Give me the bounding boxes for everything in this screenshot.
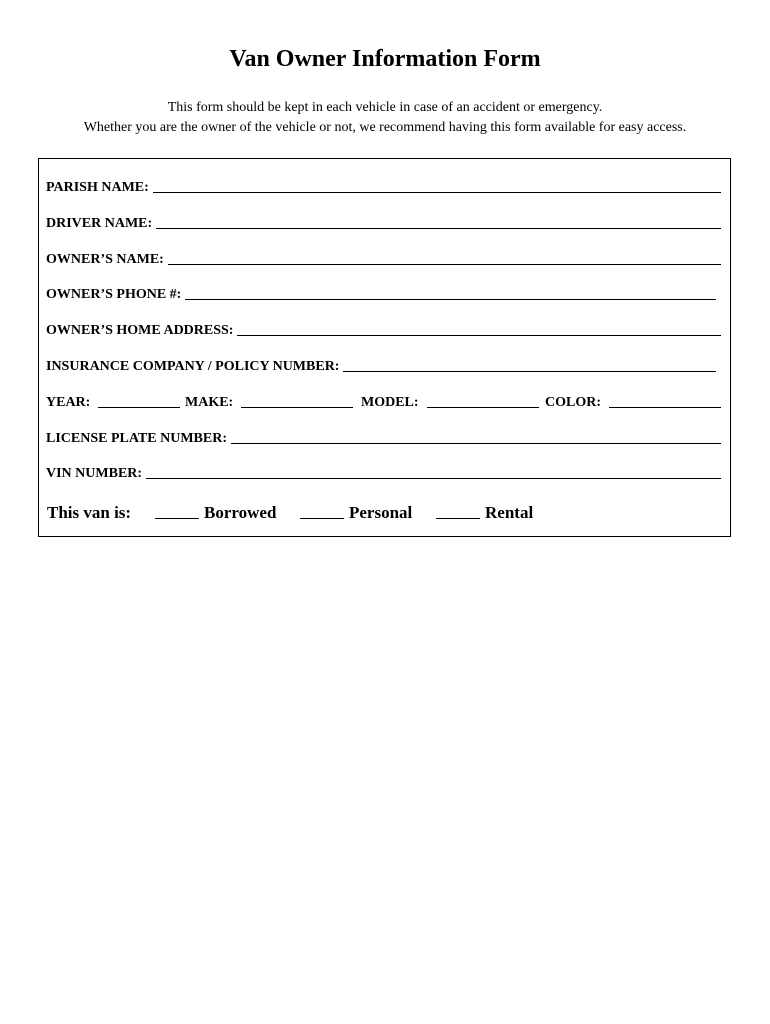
license-plate-row: [46, 429, 721, 447]
borrowed-checkbox-blank[interactable]: [155, 518, 199, 519]
owners-name-label: OWNER’S NAME:: [46, 252, 164, 267]
owners-phone-field[interactable]: [185, 298, 716, 300]
personal-checkbox-blank[interactable]: [300, 518, 344, 519]
owners-name-row: [46, 250, 721, 268]
make-field[interactable]: [241, 407, 353, 408]
rental-option-label: Rental: [485, 503, 534, 522]
parish-name-row: [46, 178, 721, 196]
insurance-row: [46, 357, 716, 375]
personal-option-label: Personal: [349, 503, 413, 522]
form-box: [38, 158, 731, 537]
driver-name-field[interactable]: [156, 227, 721, 229]
van-status-label: This van is:: [47, 503, 132, 522]
license-plate-field[interactable]: [231, 442, 721, 444]
insurance-field[interactable]: [343, 370, 716, 372]
year-label: YEAR:: [46, 395, 91, 410]
borrowed-option-label: Borrowed: [204, 503, 277, 522]
rental-checkbox-blank[interactable]: [436, 518, 480, 519]
form-instructions-line-2: Whether you are the owner of the vehicle or not, we recommend having this form available for easy access.: [83, 120, 687, 135]
vehicle-details-row: [46, 393, 721, 411]
color-label: COLOR:: [545, 395, 601, 410]
make-label: MAKE:: [185, 395, 234, 410]
vin-label: VIN NUMBER:: [46, 466, 143, 481]
form-instructions-line-1: This form should be kept in each vehicle in case of an accident or emergency.: [167, 100, 603, 115]
owners-home-address-label: OWNER’S HOME ADDRESS:: [46, 323, 234, 338]
vin-row: [46, 464, 721, 482]
owners-home-address-row: [46, 321, 721, 339]
van-status-row: [47, 499, 722, 523]
owners-phone-row: [46, 285, 716, 303]
parish-name-field[interactable]: [153, 191, 721, 193]
color-field[interactable]: [609, 407, 721, 408]
vin-field[interactable]: [146, 477, 721, 479]
model-field[interactable]: [427, 407, 539, 408]
parish-name-label: PARISH NAME:: [46, 180, 149, 195]
owners-name-field[interactable]: [168, 263, 721, 265]
year-field[interactable]: [98, 407, 180, 408]
driver-name-row: [46, 214, 721, 232]
owners-phone-label: OWNER’S PHONE #:: [46, 287, 182, 302]
owners-home-address-field[interactable]: [237, 334, 721, 336]
insurance-label: INSURANCE COMPANY / POLICY NUMBER:: [46, 359, 340, 374]
license-plate-label: LICENSE PLATE NUMBER:: [46, 431, 227, 446]
form-title: Van Owner Information Form: [229, 46, 541, 72]
model-label: MODEL:: [361, 395, 419, 410]
driver-name-label: DRIVER NAME:: [46, 216, 153, 231]
